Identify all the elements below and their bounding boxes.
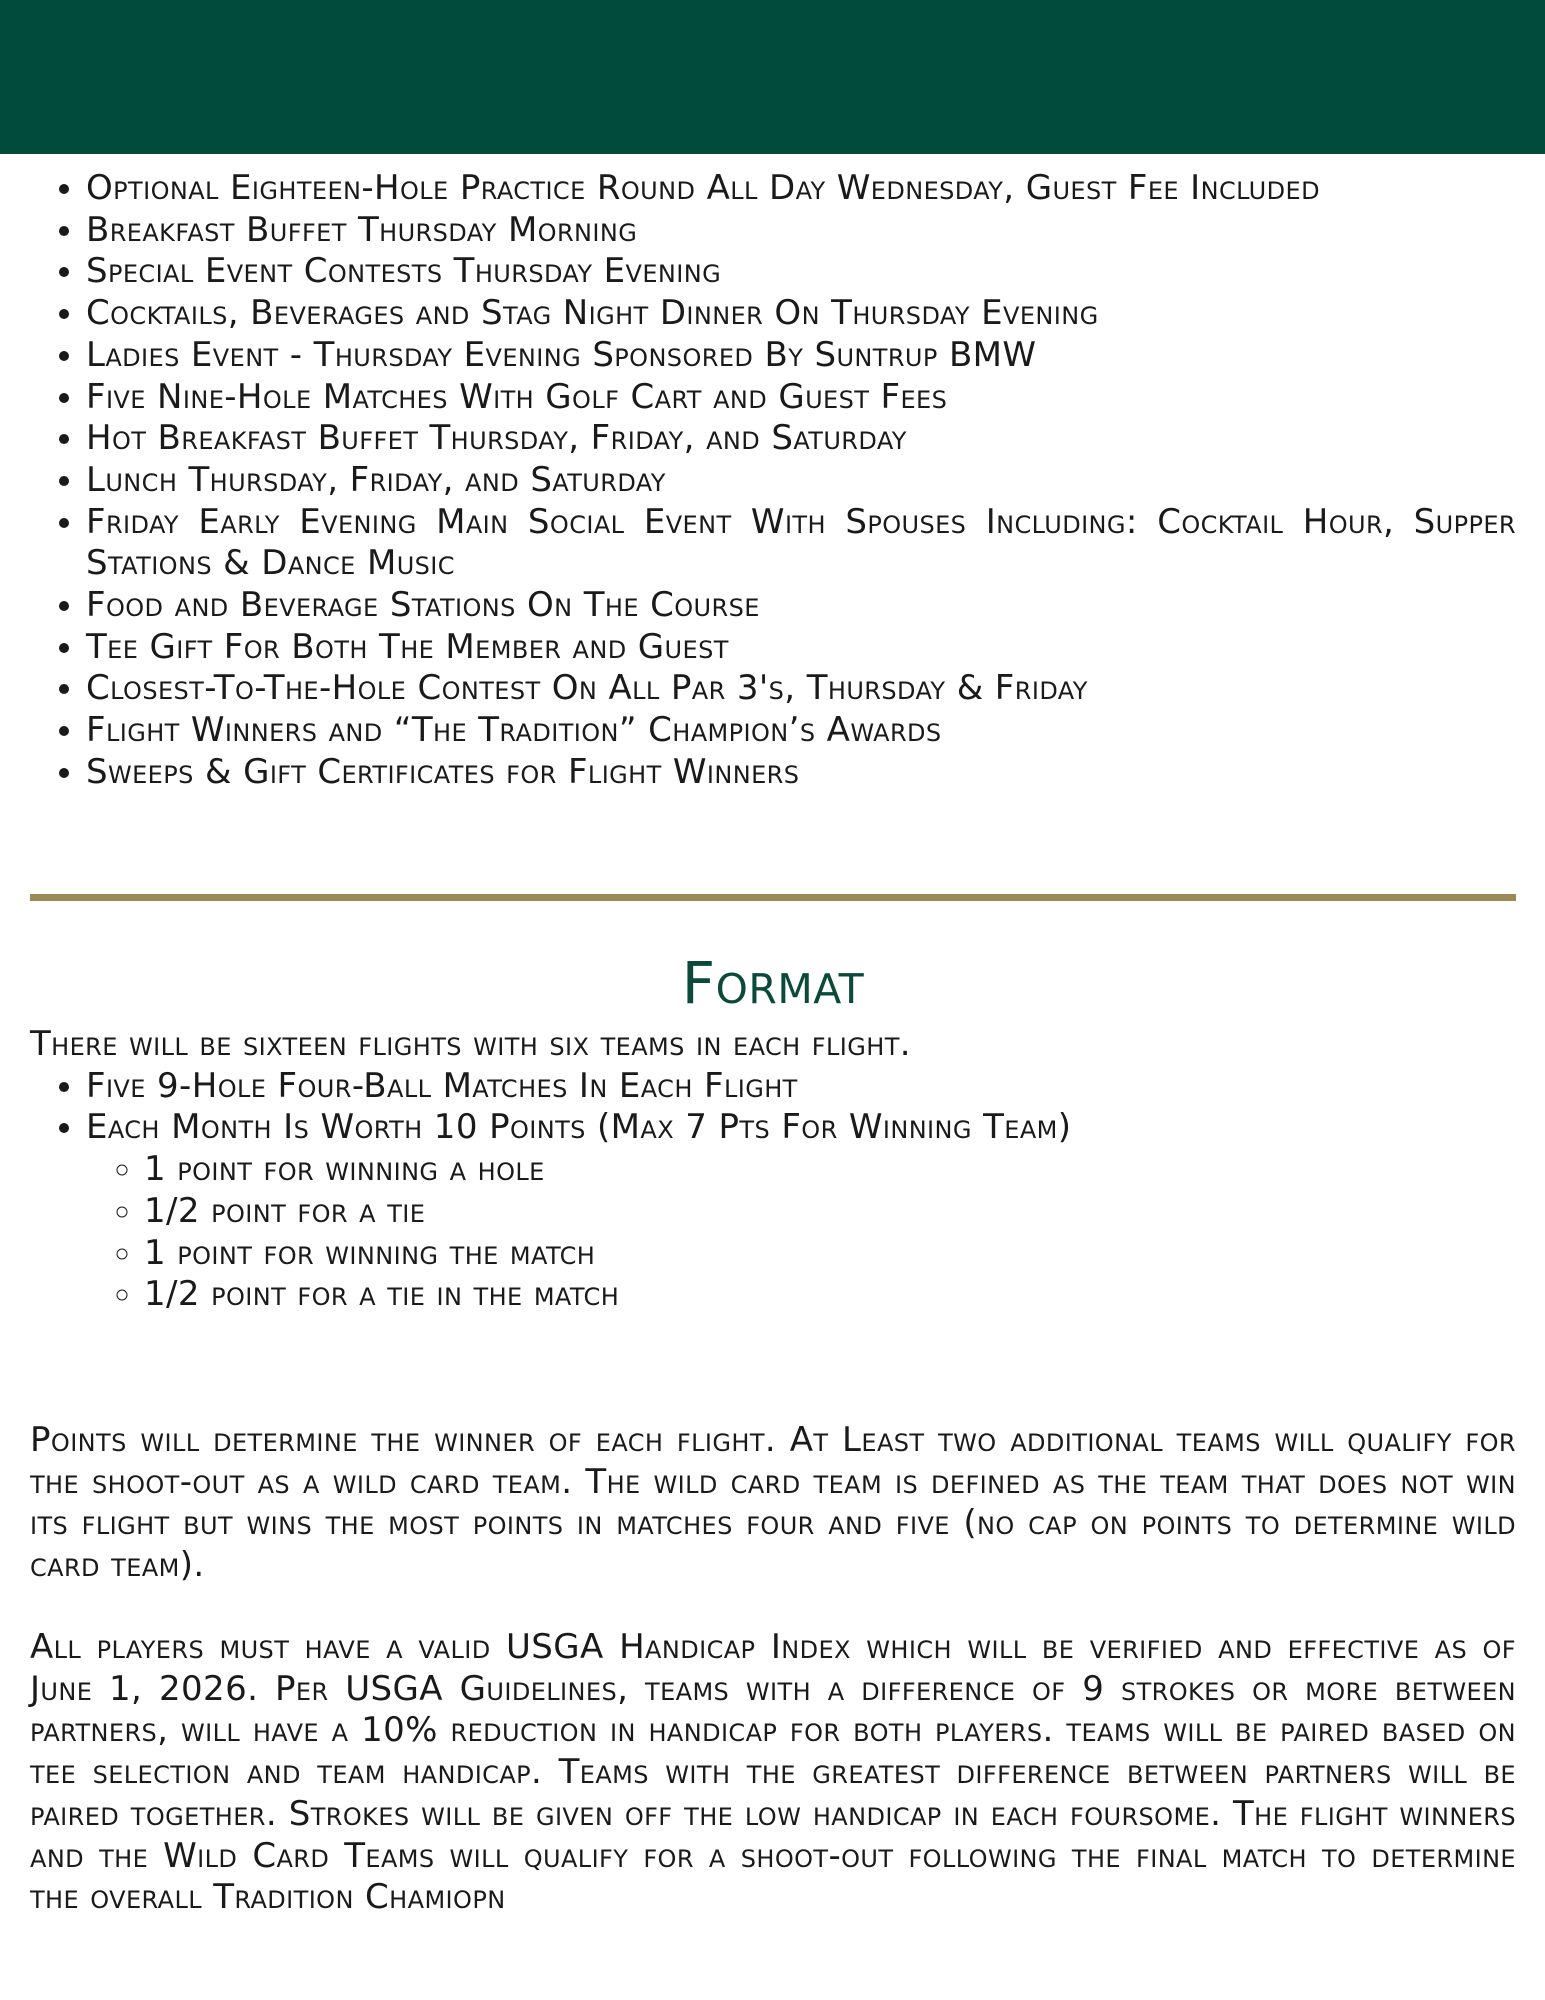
header-band bbox=[0, 0, 1545, 154]
list-item: • Lunch Thursday, Friday, and Saturday bbox=[86, 460, 1516, 502]
scoring-item: ◦ 1/2 point for a tie bbox=[144, 1191, 1516, 1233]
list-item: • Five Nine-Hole Matches With Golf Cart and Guest Fees bbox=[86, 377, 1516, 419]
wild-card-paragraph: Points will determine the winner of each flight. At Least two additional teams will qualify for the shoot-out as a wild card team. The wild card team is defined as the team that does not win its flight but wins the most points in matches four and five (no cap on points to determine wild card team). bbox=[30, 1420, 1516, 1586]
inclusions-section bbox=[30, 168, 1516, 794]
handicap-paragraph: All players must have a valid USGA Handicap Index which will be verified and effective as of June 1, 2026. Per USGA Guidelines, teams with a difference of 9 strokes or more between partners, will have a 10% reduction in handicap for both players. teams will be paired based on tee selection and team handicap. Teams with the greatest difference between partners will be paired together. Strokes will be given off the low handicap in each foursome. The flight winners and the Wild Card Teams will qualify for a shoot-out following the final match to determine the overall Tradition Chamiopn bbox=[30, 1627, 1516, 1918]
list-item: • Closest-To-The-Hole Contest On All Par 3's, Thursday & Friday bbox=[86, 668, 1516, 710]
list-item: • Breakfast Buffet Thursday Morning bbox=[86, 210, 1516, 252]
list-item: • Ladies Event - Thursday Evening Sponsored By Suntrup BMW bbox=[86, 335, 1516, 377]
scoring-item: ◦ 1 point for winning the match bbox=[144, 1233, 1516, 1275]
list-item: • Food and Beverage Stations On The Course bbox=[86, 585, 1516, 627]
list-item: • Five 9-Hole Four-Ball Matches In Each Flight bbox=[86, 1066, 1516, 1108]
list-item: • Optional Eighteen-Hole Practice Round All Day Wednesday, Guest Fee Included bbox=[86, 168, 1516, 210]
list-item: • Friday Early Evening Main Social Event With Spouses Including: Cocktail Hour, Supper Stations & Dance Music bbox=[86, 502, 1516, 585]
format-intro: There will be sixteen flights with six teams in each flight. bbox=[30, 1024, 911, 1064]
format-section bbox=[30, 948, 1516, 1316]
scoring-item: ◦ 1 point for winning a hole bbox=[144, 1149, 1516, 1191]
list-item: • Flight Winners and “The Tradition” Champion’s Awards bbox=[86, 710, 1516, 752]
section-divider bbox=[30, 894, 1516, 901]
list-item bbox=[86, 1107, 1516, 1316]
list-item: • Hot Breakfast Buffet Thursday, Friday, and Saturday bbox=[86, 418, 1516, 460]
inclusions-list bbox=[30, 168, 1516, 794]
list-item: • Cocktails, Beverages and Stag Night Dinner On Thursday Evening bbox=[86, 293, 1516, 335]
list-item-text: Each Month Is Worth 10 Points (Max 7 Pts For Winning Team) bbox=[86, 1107, 1072, 1148]
list-item: • Sweeps & Gift Certificates for Flight Winners bbox=[86, 752, 1516, 794]
scoring-item: ◦ 1/2 point for a tie in the match bbox=[144, 1274, 1516, 1316]
format-list bbox=[30, 1066, 1516, 1316]
section-title: Format bbox=[681, 949, 865, 1017]
list-item: • Tee Gift For Both The Member and Guest bbox=[86, 627, 1516, 669]
scoring-list bbox=[86, 1149, 1516, 1316]
list-item: • Special Event Contests Thursday Evening bbox=[86, 251, 1516, 293]
